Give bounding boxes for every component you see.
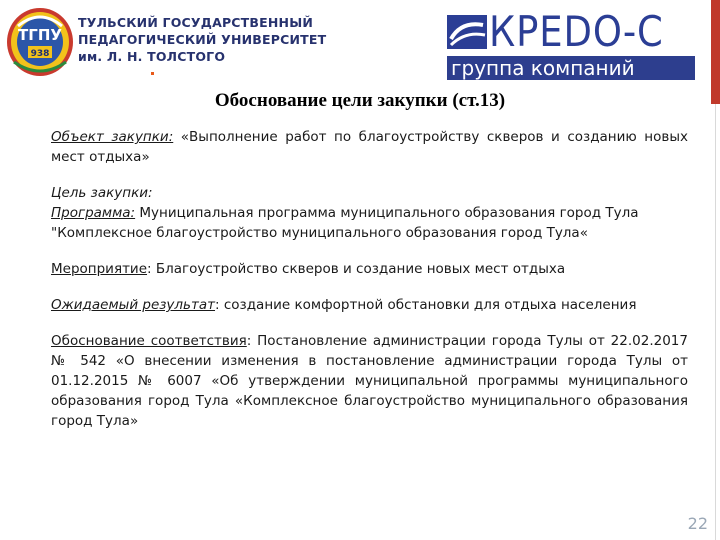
- program-text-line-1: Муниципальная программа муниципального образования город Тула: [139, 205, 639, 221]
- page-number: 22: [687, 514, 708, 533]
- object-paragraph: [51, 127, 688, 167]
- result-text: : создание комфортной обстановки для отдыха населения: [215, 297, 637, 313]
- emblem-text: ТГПУ: [18, 26, 62, 44]
- university-emblem-logo: [4, 4, 76, 78]
- goal-label: Цель закупки:: [51, 185, 153, 201]
- university-name: [78, 14, 378, 65]
- object-text: «Выполнение работ по благоустройству скверов и созданию новых мест отдыха»: [51, 129, 688, 165]
- result-paragraph: [51, 295, 688, 315]
- program-label: Программа:: [51, 205, 136, 221]
- slide-body: [51, 127, 688, 447]
- partner-logo-tagline: группа компаний: [447, 56, 695, 80]
- emblem-number: 938: [30, 49, 50, 59]
- event-text: : Благоустройство скверов и создание новых мест отдыха: [147, 261, 566, 277]
- event-label: Мероприятие: [51, 261, 148, 277]
- basis-paragraph: [51, 331, 688, 431]
- object-label: Объект закупки:: [51, 129, 174, 145]
- program-text-line-2: "Комплексное благоустройство муниципального образования город Тула«: [51, 225, 588, 241]
- result-label: Ожидаемый результат: [51, 297, 216, 313]
- basis-label: Обоснование соответствия: [51, 333, 247, 349]
- decorative-dot: [151, 72, 154, 75]
- event-paragraph: [51, 259, 688, 279]
- university-name-line-2: ПЕДАГОГИЧЕСКИЙ УНИВЕРСИТЕТ: [78, 32, 327, 47]
- university-name-line-3: им. Л. Н. ТОЛСТОГО: [78, 49, 226, 64]
- slide-title: Обоснование цели закупки (ст.13): [214, 90, 506, 111]
- basis-text: : Постановление администрации города Тулы от 22.02.2017 № 542 «О внесении изменения в постановление администрации города Тулы от 01.12.2015 № 6007 «Об утверждении муниципальной программы муниципального образования город Тула «Комплексное благоустройство муниципального образования город Тула»: [51, 333, 688, 429]
- partner-logo-word: КРЕDО-С: [489, 7, 664, 56]
- partner-logo: [447, 7, 695, 84]
- accent-bar: [711, 0, 720, 104]
- partner-swirl-icon: [447, 15, 489, 49]
- goal-paragraph: [51, 183, 688, 243]
- right-divider: [715, 104, 716, 540]
- university-name-line-1: ТУЛЬСКИЙ ГОСУДАРСТВЕННЫЙ: [78, 15, 314, 30]
- partner-logo-wordmark: [447, 7, 695, 56]
